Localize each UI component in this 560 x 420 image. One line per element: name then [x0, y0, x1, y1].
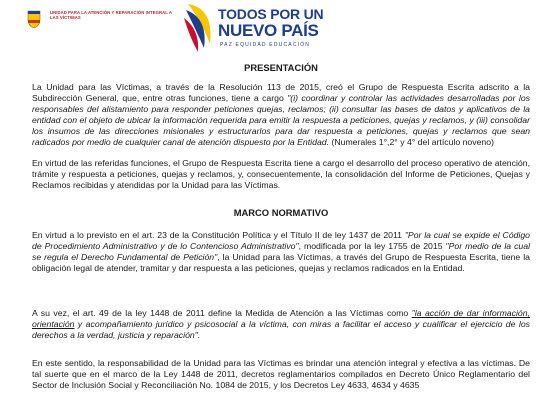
colombia-crest-icon: [26, 9, 42, 29]
p4-underlined-quote: "la acción de dar información, orientación: [32, 308, 530, 329]
p3-text-b: , modificada por la ley 1755 de 2015: [298, 241, 446, 251]
campaign-logo: [178, 0, 324, 56]
campaign-line-2: NUEVO PAÍS: [218, 21, 319, 40]
flag-swoosh-icon: [178, 0, 218, 54]
p3-quote-1: "Por la cual se expide el Código de Procedimiento Administrativo y de lo Contencioso Administrativo": [32, 230, 530, 251]
paragraph-marco-2: [32, 308, 530, 341]
paragraph-marco-1: [32, 230, 530, 274]
campaign-line-1: TODOS POR UN: [218, 6, 324, 22]
p4-quote: y acompañamiento jurídico y psicosocial a la víctima, con miras a facilitar el acceso y cualificar el ejercicio de los derechos a la verdad, justicia y reparación".: [32, 319, 530, 340]
p1-text-a: La Unidad para las Víctimas, a través de la Resolución 113 de 2015, creó el Grupo de Respuesta Escrita adscrito a la Subdirección General, que, entre otras funciones, tiene a cargo: [32, 82, 530, 103]
paragraph-presentacion-2: En virtud de las referidas funciones, el Grupo de Respuesta Escrita tiene a cargo el desarrollo del proceso operativo de atención, trámite y respuesta a peticiones, quejas y reclamos, y, consecuentemente, la consolidación del Informe de Peticiones, Quejas y Reclamos recibidas y atendidas por la Unidad para las Víctimas.: [32, 158, 530, 190]
section-title-presentacion: PRESENTACIÓN: [244, 62, 318, 73]
unit-logo: [14, 6, 184, 36]
paragraph-presentacion-1: [32, 82, 530, 148]
p3-quote-2: "Por medio de la cual se regula el Derecho Fundamental de Petición": [32, 241, 531, 262]
p3-text-c: , la Unidad para las Víctimas, a través del Grupo de Respuesta Escrita, tiene la obligación legal de atender, tramitar y dar respuesta a las peticiones, quejas y reclamos radicados en la Entidad.: [32, 252, 530, 273]
document-header: [0, 0, 560, 56]
unit-logo-text: UNIDAD PARA LA ATENCIÓN Y REPARACIÓN INTEGRAL A LAS VÍCTIMAS: [50, 10, 172, 20]
paragraph-marco-3: En este sentido, la responsabilidad de la Unidad para las Víctimas es brindar una atención integral y efectiva a las víctimas. De tal suerte que en el marco de la Ley 1448 de 2011, decretos reglamentarios compilados en Decreto Único Reglamentario del Sector de Inclusión Social y Reconciliación No. 1084 de 2015, y los Decretos Ley 4633, 4634 y 4635: [32, 358, 530, 390]
section-title-marco-normativo: MARCO NORMATIVO: [233, 207, 329, 218]
p4-text-a: A su vez, el art. 49 de la ley 1448 de 2011 define la Medida de Atención a las Víctimas como: [32, 308, 412, 318]
p1-text-b: (Numerales 1°,2° y 4° del artículo noveno): [329, 137, 494, 147]
p3-text-a: En virtud a lo previsto en el art. 23 de la Constitución Política y el Título II de ley 1437 de 2011: [32, 230, 405, 240]
campaign-tagline: PAZ EQUIDAD EDUCACIÓN: [220, 42, 311, 48]
p1-quote: "(i) coordinar y controlar las actividades desarrolladas por los responsables del alistamiento para responder peticiones quejas, reclamos; (ii) consultar las bases de datos y aplicativos de la entidad con el objeto de ubicar la información requerida para emitir la respuesta a peticiones, quejas y reclamos, y (iii) consolidar los insumos de las direcciones misionales y estructurarlos para dar respuesta a peticiones, quejas y reclamos que sean radicados por medio de cualquier canal de atención dispuesto por la Entidad.: [32, 93, 531, 147]
